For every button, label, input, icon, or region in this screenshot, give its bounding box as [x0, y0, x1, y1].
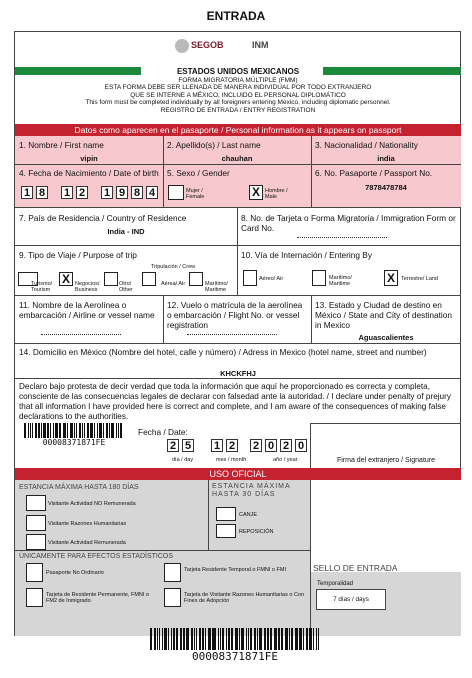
- destination-value[interactable]: Aguascalientes: [358, 333, 414, 342]
- sello-label: SELLO DE ENTRADA: [313, 563, 398, 573]
- barcode-bar: [313, 628, 314, 650]
- barcode-bar: [43, 423, 46, 438]
- crew-label: Tripulación / Crew: [151, 264, 196, 270]
- barcode-bar: [67, 423, 68, 438]
- barcode-bar: [162, 628, 163, 650]
- barcode-bar: [159, 628, 160, 650]
- dob-label: 4. Fecha de Nacimiento / Date of birth: [19, 168, 159, 178]
- barcode-bar: [299, 628, 302, 650]
- month-label: mes / month: [216, 457, 247, 463]
- barcode-bar: [289, 628, 290, 650]
- barcode-bar: [218, 628, 219, 650]
- barcode-bar: [28, 423, 30, 438]
- crew-maritime-checkbox[interactable]: [189, 272, 203, 286]
- barcode-bar: [76, 423, 78, 438]
- female-checkbox[interactable]: [168, 185, 184, 200]
- barcode-bar: [239, 628, 241, 650]
- entering-by-label: 10. Vía de Internación / Entering By: [241, 250, 372, 260]
- estancia180-item-3: Visitante Actividad Remunerada: [48, 540, 126, 546]
- dob-digit-3[interactable]: 1: [61, 186, 73, 199]
- other-label: Otro/ Other: [119, 281, 133, 293]
- barcode-bar: [79, 423, 81, 438]
- canje-checkbox[interactable]: [216, 507, 236, 521]
- barcode-bar: [257, 628, 258, 650]
- page-title: ENTRADA: [206, 9, 266, 23]
- official-banner: USO OFICIAL: [15, 468, 461, 480]
- barcode-bar: [24, 423, 26, 438]
- header-line1: ESTA FORMA DEBE SER LLENADA DE MANERA INDIVIDUAL POR TODO EXTRANJERO: [104, 84, 372, 92]
- signature-field[interactable]: [315, 427, 455, 455]
- barcode-bar: [116, 423, 117, 438]
- barcode-bar: [222, 628, 224, 650]
- country-title: ESTADOS UNIDOS MEXICANOS: [176, 67, 300, 76]
- barcode-bar: [194, 628, 195, 650]
- date-label: Fecha / Date:: [138, 427, 188, 437]
- barcode-bar: [35, 423, 37, 438]
- barcode-bar: [64, 423, 66, 438]
- other-checkbox[interactable]: [104, 272, 118, 286]
- estancia30-title: ESTANCIA MÁXIMA HASTA 30 DÍAS: [212, 483, 291, 498]
- female-label: Mujer / Female: [186, 188, 205, 200]
- nationality-label: 3. Nacionalidad / Nationality: [315, 140, 418, 150]
- barcode-bar: [164, 628, 167, 650]
- header-line3: This form must be completed individually by all foreigners entering Mexico, including diplomatic personnel.: [85, 99, 391, 107]
- barcode-bar: [213, 628, 216, 650]
- crew-air-label: Aérea/ Air: [161, 281, 186, 287]
- entry-maritime-checkbox[interactable]: [312, 270, 326, 286]
- barcode-bar: [90, 423, 93, 438]
- tourism-label: Turismo/ Tourism: [31, 281, 53, 293]
- barcode-bar: [202, 628, 204, 650]
- barcode-bar: [176, 628, 178, 650]
- dob-digit-6[interactable]: 9: [116, 186, 128, 199]
- crew-maritime-label: Marítimo/ Maritime: [205, 281, 228, 293]
- dob-digit-2[interactable]: 8: [36, 186, 48, 199]
- flight-no-field[interactable]: [187, 334, 277, 335]
- barcode-bar: [278, 628, 281, 650]
- stats-checkbox-3[interactable]: [26, 588, 43, 607]
- barcode-bar: [59, 423, 61, 438]
- barcode-bar: [226, 628, 228, 650]
- date-digit-8[interactable]: 0: [295, 439, 307, 452]
- date-digit-6[interactable]: 0: [265, 439, 277, 452]
- barcode-bar: [171, 628, 172, 650]
- date-digit-3[interactable]: 1: [211, 439, 223, 452]
- barcode-bar: [291, 628, 294, 650]
- barcode-bar: [118, 423, 119, 438]
- passport-no-label: 6. No. Pasaporte / Passport No.: [315, 168, 433, 178]
- stats-item-1: Pasaporte No Ordinario: [46, 570, 104, 576]
- male-label: Hombre / Male: [265, 188, 288, 200]
- header-line4: REGISTRO DE ENTRADA / ENTRY REGISTRATION: [160, 106, 316, 114]
- address-label: 14. Domicilio en México (Nombre del hotel, calle y número) / Adress in Mexico (hotel name, street and number): [19, 347, 427, 357]
- barcode-bar: [199, 628, 201, 650]
- year-label: año / year: [273, 457, 298, 463]
- barcode-bar: [248, 628, 249, 650]
- business-label: Negocios/ Business: [75, 281, 100, 293]
- barcode-bar: [70, 423, 73, 438]
- dob-digit-4[interactable]: 2: [76, 186, 88, 199]
- dob-digit-5[interactable]: 1: [101, 186, 113, 199]
- bottom-barcode: [150, 628, 320, 650]
- barcode-bar: [154, 628, 157, 650]
- estancia180-item-1: Visitante Actividad NO Remunerada: [48, 501, 136, 507]
- barcode-bar: [267, 628, 270, 650]
- address-value[interactable]: KHCKFHJ: [220, 369, 256, 378]
- barcode-bar: [173, 628, 176, 650]
- last-name-value[interactable]: chauhan: [221, 154, 253, 163]
- barcode-bar: [180, 628, 182, 650]
- barcode-bar: [196, 628, 198, 650]
- fmm-form: [14, 31, 461, 636]
- dob-digit-7[interactable]: 8: [131, 186, 143, 199]
- temporalidad-label: Temporalidad: [317, 581, 354, 587]
- dob-digit-1[interactable]: 1: [21, 186, 33, 199]
- barcode-bar: [303, 628, 305, 650]
- barcode-bar: [309, 628, 312, 650]
- inm-logo: INM: [252, 40, 269, 50]
- barcode-bar: [208, 628, 211, 650]
- reposicion-checkbox[interactable]: [216, 524, 236, 538]
- barcode-bar: [250, 628, 252, 650]
- airline-field[interactable]: [41, 334, 121, 335]
- barcode-bar: [63, 423, 64, 438]
- last-name-label: 2. Apellido(s) / Last name: [167, 140, 261, 150]
- flight-no-label: 12. Vuelo o matrícula de la aerolínea o embarcación / Flight No. or vessel registration: [167, 300, 303, 330]
- day-label: día / day: [172, 457, 194, 463]
- canje-label: CANJE: [239, 512, 258, 518]
- stats-item-2: Tarjeta Residente Temporal o FMNI o FMI: [184, 567, 286, 573]
- barcode-bar: [281, 628, 283, 650]
- entry-land-checkbox[interactable]: X: [384, 270, 398, 286]
- gender-label: 5. Sexo / Gender: [167, 168, 230, 178]
- barcode-bar: [231, 628, 233, 650]
- barcode-bar: [316, 628, 317, 650]
- stats-checkbox-4[interactable]: [164, 588, 181, 607]
- header-text: [15, 77, 461, 114]
- date-digit-7[interactable]: 2: [280, 439, 292, 452]
- entry-air-label: Aéreo/ Air: [259, 276, 284, 282]
- entry-land-label: Terrestre/ Land: [401, 276, 438, 282]
- seal-icon: [175, 39, 189, 53]
- barcode-bar: [205, 628, 206, 650]
- date-digit-4[interactable]: 2: [226, 439, 238, 452]
- barcode-bar: [186, 628, 189, 650]
- header-line2: QUE SE INTERNE A MÉXICO, INCLUIDO EL PERSONAL DIPLOMÁTICO: [130, 91, 346, 99]
- male-checkbox[interactable]: X: [249, 185, 263, 200]
- destination-label: 13. Estado y Ciudad de destino en México / State and City of destination in Mexico: [315, 300, 452, 330]
- barcode-bar: [274, 628, 277, 650]
- form-name: FORMA MIGRATORIA MÚLTIPLE (FMM): [178, 77, 298, 84]
- first-name-label: 1. Nombre / First name: [19, 140, 104, 150]
- barcode-bar: [318, 628, 320, 650]
- barcode-bar: [295, 628, 298, 650]
- barcode-bar: [55, 423, 58, 438]
- trip-purpose-label: 9. Tipo de Viaje / Purpose of trip: [19, 250, 137, 260]
- barcode-bar: [74, 423, 75, 438]
- barcode-bar: [109, 423, 111, 438]
- barcode-bar: [94, 423, 95, 438]
- estancia180-item-2: Visitante Razones Humanitarias: [48, 521, 127, 527]
- immigration-card-label: 8. No. de Tarjeta o Forma Migratoria / Immigration Form or Card No.: [241, 213, 456, 233]
- date-digit-2[interactable]: 5: [182, 439, 194, 452]
- barcode-bar: [228, 628, 230, 650]
- barcode-bar: [183, 628, 186, 650]
- barcode-bar: [241, 628, 244, 650]
- barcode-bar: [264, 628, 266, 650]
- stats-item-3: Tarjeta de Residente Permanente, FMNI o FM2 de Inmigrado: [46, 592, 150, 604]
- barcode-bar: [41, 423, 42, 438]
- barcode-bar: [32, 423, 33, 438]
- business-checkbox[interactable]: X: [59, 272, 73, 286]
- barcode-bar: [106, 423, 108, 438]
- first-name-value[interactable]: vipin: [80, 154, 98, 163]
- barcode-bar: [99, 423, 102, 438]
- barcode-bar: [30, 423, 31, 438]
- date-digit-5[interactable]: 2: [250, 439, 262, 452]
- reposicion-label: REPOSICIÓN: [239, 529, 274, 535]
- barcode-bar: [168, 628, 169, 650]
- estancia180-title: ESTANCIA MÁXIMA HASTA 180 DÍAS: [19, 484, 139, 491]
- estadisticos-title: ÚNICAMENTE PARA EFECTOS ESTADÍSTICOS: [19, 553, 174, 560]
- barcode-bar: [111, 423, 114, 438]
- barcode-bar: [38, 423, 40, 438]
- airline-label: 11. Nombre de la Aerolínea o embarcación / Airline or vessel name: [19, 300, 155, 320]
- barcode-bar: [246, 628, 247, 650]
- barcode-bar: [82, 423, 83, 438]
- barcode-bar: [220, 628, 221, 650]
- barcode-bar: [103, 423, 104, 438]
- immigration-card-field[interactable]: [297, 237, 387, 238]
- form-barcode-number: 00008371871FE: [42, 438, 106, 447]
- barcode-bar: [235, 628, 238, 650]
- stats-checkbox-1[interactable]: [26, 563, 43, 582]
- barcode-bar: [157, 628, 158, 650]
- stats-checkbox-2[interactable]: [164, 563, 181, 582]
- stats-item-4: Tarjeta de Visitante Razones Humanitarias o Con Fines de Adopción: [184, 592, 305, 604]
- barcode-bar: [254, 628, 257, 650]
- barcode-bar: [53, 423, 54, 438]
- barcode-bar: [97, 423, 99, 438]
- barcode-bar: [212, 628, 213, 650]
- barcode-bar: [84, 423, 85, 438]
- barcode-bar: [270, 628, 272, 650]
- dob-digit-8[interactable]: 4: [146, 186, 158, 199]
- date-digit-1[interactable]: 2: [167, 439, 179, 452]
- crew-air-checkbox[interactable]: [142, 272, 156, 286]
- nationality-value[interactable]: india: [377, 154, 395, 163]
- declaration-text: Declaro bajo protesta de decir verdad que toda la información que aquí he proporcionado es correcta y completa, consciente de las consecuencias legales de declarar con falsedad ante la autoridad. / I declare under penalty of prejury that all information I have provided here is correct and complete, and I am aware of the consequences of making false declarations to the authorities.: [19, 382, 451, 421]
- passport-banner: Datos como aparecen en el pasaporte / Personal information as it appears on passport: [15, 124, 461, 136]
- residence-value[interactable]: India - IND: [107, 227, 145, 236]
- barcode-bar: [259, 628, 262, 650]
- temporalidad-value[interactable]: 7 días / days: [316, 589, 386, 610]
- barcode-bar: [191, 628, 193, 650]
- barcode-bar: [47, 423, 49, 438]
- stamp-area: [311, 480, 461, 572]
- bottom-barcode-number: 00008371871FE: [191, 650, 279, 663]
- entry-maritime-label: Marítimo/ Maritime: [329, 275, 352, 287]
- barcode-bar: [285, 628, 288, 650]
- residence-label: 7. País de Residencia / Country of Residence: [19, 213, 187, 223]
- estancia180-checkbox-3[interactable]: [26, 534, 46, 550]
- signature-label: Firma del extranjero / Signature: [336, 457, 436, 464]
- form-barcode: [24, 423, 124, 438]
- estancia180-checkbox-2[interactable]: [26, 515, 46, 531]
- entry-air-checkbox[interactable]: [243, 270, 257, 286]
- segob-logo: SEGOB: [191, 40, 224, 50]
- barcode-bar: [120, 423, 123, 438]
- barcode-bar: [306, 628, 308, 650]
- barcode-bar: [50, 423, 52, 438]
- barcode-bar: [150, 628, 152, 650]
- passport-no-value[interactable]: 7878478784: [365, 183, 407, 192]
- barcode-bar: [87, 423, 90, 438]
- estancia180-checkbox-1[interactable]: [26, 495, 46, 511]
